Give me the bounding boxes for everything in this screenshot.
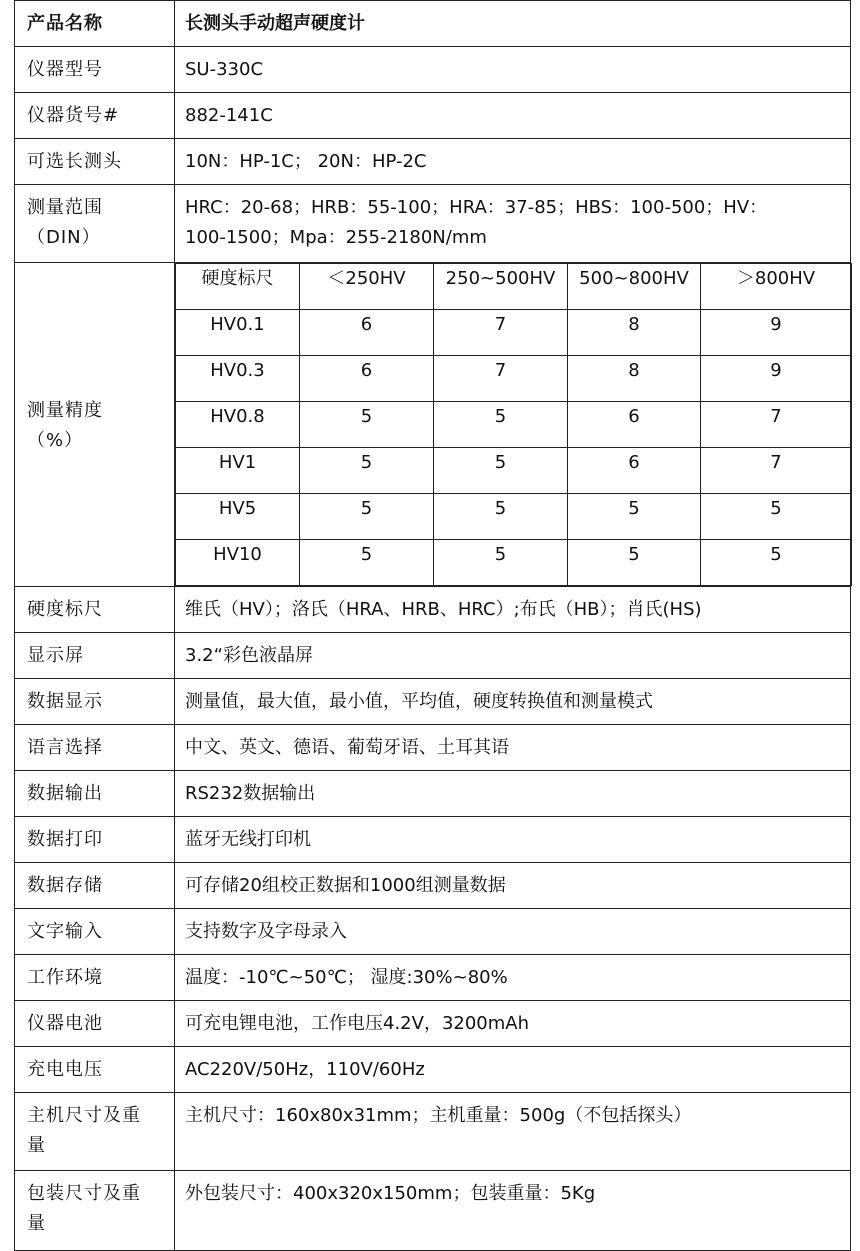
accuracy-cell: 5 [434, 540, 568, 586]
data-storage-value: 可存储20组校正数据和1000组测量数据 [175, 863, 851, 909]
accuracy-table-cell [175, 263, 851, 587]
optional-probe-value: 10N：HP-1C； 20N：HP-2C [175, 139, 851, 185]
accuracy-cell: 5 [568, 540, 701, 586]
host-size-label-line1: 主机尺寸及重 [27, 1105, 141, 1126]
accuracy-header-cell: 500~800HV [568, 264, 701, 310]
row-data-print [15, 817, 851, 863]
accuracy-cell: 9 [701, 310, 852, 356]
row-display [15, 633, 851, 679]
accuracy-cell: 6 [300, 356, 434, 402]
accuracy-header-row [176, 264, 852, 310]
measuring-range-label-line1: 测量范围 [27, 197, 103, 218]
measuring-range-label [15, 185, 175, 263]
accuracy-cell: 7 [434, 356, 568, 402]
measuring-range-value-line1: HRC：20-68；HRB：55-100；HRA：37-85；HBS：100-500；HV： [185, 197, 768, 218]
row-data-display [15, 679, 851, 725]
accuracy-cell: 9 [701, 356, 852, 402]
row-environment [15, 955, 851, 1001]
accuracy-label-line2: （%） [27, 429, 84, 451]
accuracy-cell: 5 [300, 448, 434, 494]
accuracy-cell: 8 [568, 310, 701, 356]
host-size-value: 主机尺寸：160x80x31mm；主机重量：500g（不包括探头） [175, 1093, 851, 1171]
accuracy-cell: HV0.8 [176, 402, 300, 448]
row-optional-probe [15, 139, 851, 185]
accuracy-cell: 5 [568, 494, 701, 540]
host-size-label-line2: 量 [27, 1135, 46, 1156]
row-measuring-range [15, 185, 851, 263]
accuracy-row [176, 448, 852, 494]
accuracy-cell: 7 [701, 402, 852, 448]
text-input-label: 文字输入 [15, 909, 175, 955]
item-number-value: 882-141C [175, 93, 851, 139]
accuracy-cell: 5 [434, 402, 568, 448]
product-name-label: 产品名称 [15, 1, 175, 47]
row-text-input [15, 909, 851, 955]
spec-table [14, 0, 851, 1251]
accuracy-header-cell: ＜250HV [300, 264, 434, 310]
accuracy-cell: 7 [434, 310, 568, 356]
accuracy-cell: HV1 [176, 448, 300, 494]
row-language [15, 725, 851, 771]
row-host-size [15, 1093, 851, 1171]
data-output-label: 数据输出 [15, 771, 175, 817]
row-data-storage [15, 863, 851, 909]
accuracy-cell: 5 [434, 448, 568, 494]
accuracy-row [176, 494, 852, 540]
accuracy-label [15, 263, 175, 587]
display-label: 显示屏 [15, 633, 175, 679]
language-value: 中文、英文、德语、葡萄牙语、土耳其语 [175, 725, 851, 771]
optional-probe-label: 可选长测头 [15, 139, 175, 185]
charging-voltage-value: AC220V/50Hz，110V/60Hz [175, 1047, 851, 1093]
language-label: 语言选择 [15, 725, 175, 771]
accuracy-cell: 8 [568, 356, 701, 402]
model-label: 仪器型号 [15, 47, 175, 93]
measuring-range-value [175, 185, 851, 263]
accuracy-cell: 5 [300, 540, 434, 586]
accuracy-row [176, 402, 852, 448]
environment-label: 工作环境 [15, 955, 175, 1001]
hardness-scale-label: 硬度标尺 [15, 587, 175, 633]
accuracy-cell: HV0.3 [176, 356, 300, 402]
item-number-label: 仪器货号# [15, 93, 175, 139]
accuracy-cell: HV0.1 [176, 310, 300, 356]
charging-voltage-label: 充电电压 [15, 1047, 175, 1093]
measuring-range-value-line2: 100-1500；Mpa：255-2180N/mm [185, 227, 487, 248]
accuracy-header-cell: 250~500HV [434, 264, 568, 310]
accuracy-label-line1: 测量精度 [27, 399, 103, 421]
accuracy-cell: 5 [300, 494, 434, 540]
model-value: SU-330C [175, 47, 851, 93]
row-hardness-scale [15, 587, 851, 633]
row-data-output [15, 771, 851, 817]
package-size-label [15, 1171, 175, 1251]
row-model [15, 47, 851, 93]
data-print-label: 数据打印 [15, 817, 175, 863]
accuracy-row [176, 540, 852, 586]
hardness-scale-value: 维氏（HV）；洛氏（HRA、HRB、HRC）;布氏（HB）；肖氏(HS) [175, 587, 851, 633]
package-size-value: 外包装尺寸：400x320x150mm；包装重量：5Kg [175, 1171, 851, 1251]
row-item-number [15, 93, 851, 139]
data-print-value: 蓝牙无线打印机 [175, 817, 851, 863]
host-size-label [15, 1093, 175, 1171]
accuracy-cell: 5 [701, 540, 852, 586]
text-input-value: 支持数字及字母录入 [175, 909, 851, 955]
accuracy-table [175, 263, 852, 586]
accuracy-cell: 6 [300, 310, 434, 356]
accuracy-cell: 5 [701, 494, 852, 540]
row-battery [15, 1001, 851, 1047]
accuracy-cell: 6 [568, 448, 701, 494]
package-size-label-line2: 量 [27, 1213, 46, 1234]
row-charging-voltage [15, 1047, 851, 1093]
data-display-label: 数据显示 [15, 679, 175, 725]
accuracy-header-cell: 硬度标尺 [176, 264, 300, 310]
display-value: 3.2“彩色液晶屏 [175, 633, 851, 679]
row-product-name [15, 1, 851, 47]
accuracy-cell: HV5 [176, 494, 300, 540]
accuracy-row [176, 356, 852, 402]
accuracy-header-cell: ＞800HV [701, 264, 852, 310]
accuracy-cell: HV10 [176, 540, 300, 586]
row-package-size [15, 1171, 851, 1251]
battery-label: 仪器电池 [15, 1001, 175, 1047]
package-size-label-line1: 包装尺寸及重 [27, 1183, 141, 1204]
row-accuracy [15, 263, 851, 587]
product-name-value: 长测头手动超声硬度计 [175, 1, 851, 47]
accuracy-cell: 7 [701, 448, 852, 494]
accuracy-row [176, 310, 852, 356]
accuracy-cell: 5 [300, 402, 434, 448]
data-output-value: RS232数据输出 [175, 771, 851, 817]
environment-value: 温度：-10℃~50℃； 湿度:30%~80% [175, 955, 851, 1001]
accuracy-cell: 5 [434, 494, 568, 540]
battery-value: 可充电锂电池，工作电压4.2V，3200mAh [175, 1001, 851, 1047]
data-display-value: 测量值，最大值，最小值，平均值，硬度转换值和测量模式 [175, 679, 851, 725]
data-storage-label: 数据存储 [15, 863, 175, 909]
accuracy-cell: 6 [568, 402, 701, 448]
measuring-range-label-line2: （DIN） [27, 227, 101, 248]
